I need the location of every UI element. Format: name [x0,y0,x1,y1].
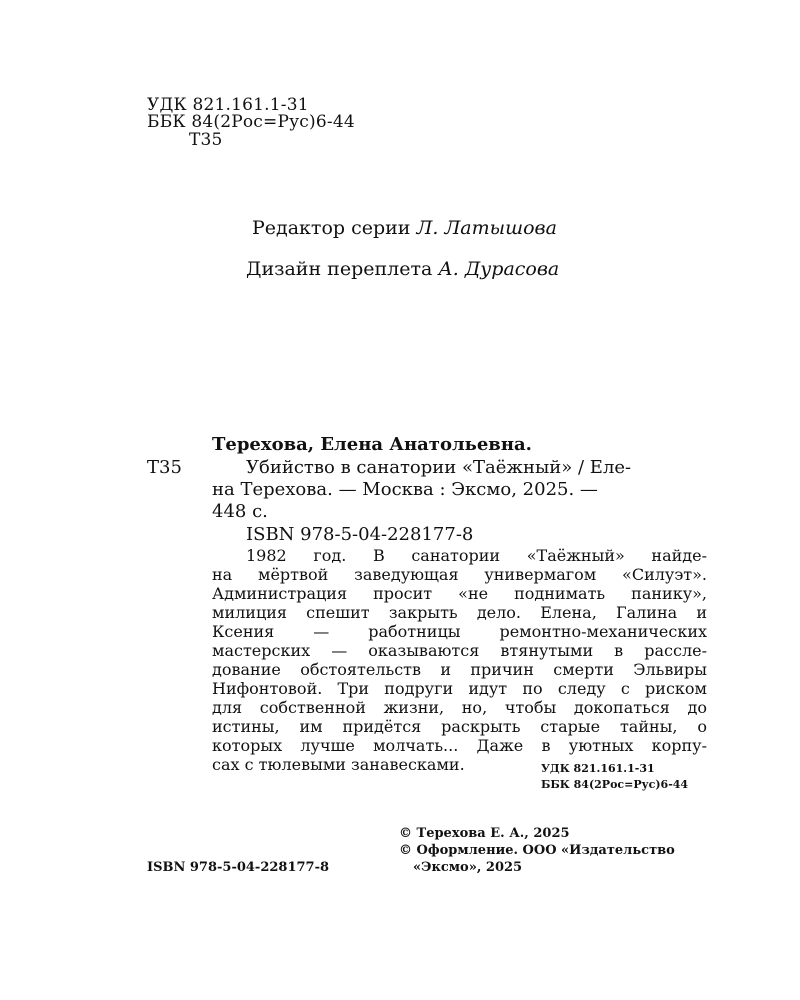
annotation-line: на мёртвой заведующая универмагом «Силуэт». [212,565,707,584]
cover-design-credit [246,258,559,280]
cover-design-name: А. Дурасова [438,258,560,280]
series-editor-name: Л. Латышова [416,217,557,239]
copyright-author: © Терехова Е. А., 2025 [399,826,570,841]
annotation-line: милиция спешит закрыть дело. Елена, Галина и [212,603,707,622]
cover-design-label: Дизайн переплета [246,258,433,280]
annotation-line: для собственной жизни, но, чтобы докопаться до [212,698,707,717]
annotation-line: которых лучше молчать... Даже в уютных корпу- [212,736,707,755]
annotation-line: истины, им придётся раскрыть старые тайны, о [212,717,707,736]
record-isbn: ISBN 978-5-04-228177-8 [246,524,474,545]
annotation-line: сах с тюлевыми занавесками. [212,755,465,774]
udk-code-small: УДК 821.161.1-31 [541,762,655,775]
record-title-line: 448 с. [212,501,268,522]
annotation-line: Администрация просит «не поднимать панику», [212,584,707,603]
annotation-line: 1982 год. В санатории «Таёжный» найде- [246,546,707,565]
annotation-line: дование обстоятельств и причин смерти Эльвиры [212,660,707,679]
series-editor-label: Редактор серии [252,217,411,239]
udk-code: УДК 821.161.1-31 [147,95,309,115]
bbk-code-small: ББК 84(2Рос=Рус)6-44 [541,778,689,791]
copyright-design-cont: «Эксмо», 2025 [413,860,523,875]
record-title-line: на Терехова. — Москва : Эксмо, 2025. — [212,479,598,500]
author-mark: Т35 [189,130,223,150]
bbk-code: ББК 84(2Рос=Рус)6-44 [147,112,355,132]
isbn-bottom: ISBN 978-5-04-228177-8 [147,860,330,875]
record-author-mark: Т35 [147,457,182,478]
annotation-line: Нифонтовой. Три подруги идут по следу с риском [212,679,707,698]
annotation-line: мастерских — оказываются втянутыми в рассле- [212,641,707,660]
annotation-line: Ксения — работницы ремонтно-механических [212,622,707,641]
copyright-design: © Оформление. ООО «Издательство [399,843,675,858]
record-title-line: Убийство в санатории «Таёжный» / Еле- [246,457,632,478]
record-author: Терехова, Елена Анатольевна. [212,434,532,455]
series-editor-credit [252,217,557,239]
